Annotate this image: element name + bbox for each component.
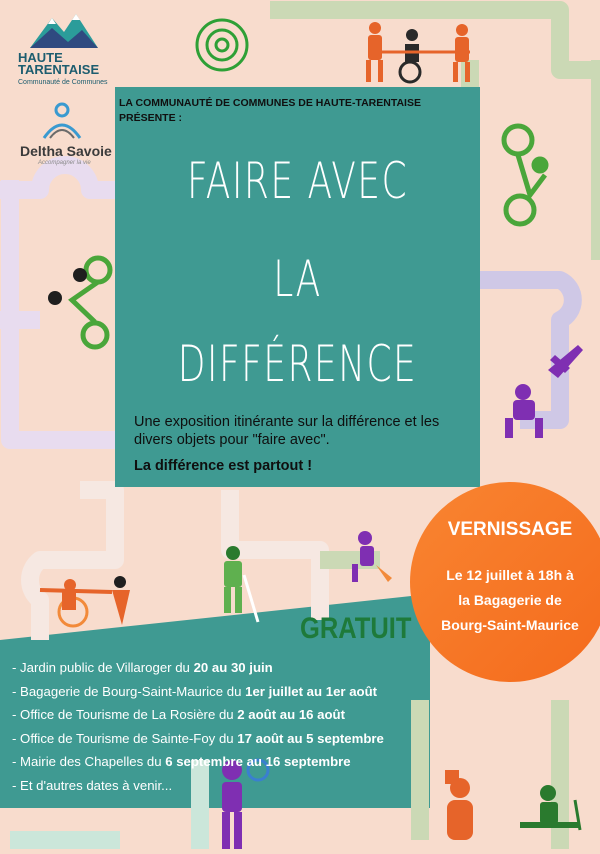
canne-person-icon <box>445 770 473 840</box>
deltha-savoie-logo-icon <box>40 102 84 142</box>
vernissage-line-1: Le 12 juillet à 18h à <box>446 567 574 583</box>
schedule-item-dates: 2 août au 16 août <box>237 707 346 722</box>
vernissage-title: VERNISSAGE <box>447 519 573 540</box>
haute-tarentaise-mountain-icon <box>28 10 100 50</box>
wheelchair-dancers-icon <box>40 576 130 626</box>
schedule-item <box>12 750 432 774</box>
schedule-item-place: - Mairie des Chapelles du <box>12 754 166 769</box>
handbike-icon <box>504 126 546 224</box>
schedule-item-dates: 20 au 30 juin <box>193 660 273 675</box>
elderly-bench-icon <box>520 785 580 830</box>
vernissage-line-2: la Bagagerie de <box>458 592 562 608</box>
presents-header <box>119 96 479 126</box>
gratuit-label: GRATUIT <box>300 612 412 645</box>
schedule-item-place: - Et d'autres dates à venir... <box>12 777 173 793</box>
presents-line-1: LA COMMUNAUTÉ DE COMMUNES DE HAUTE-TARENTAISE <box>119 97 421 109</box>
exhibition-tagline: La différence est partout ! <box>134 458 313 474</box>
schedule-item-dates: 1er juillet au 1er août <box>245 683 378 699</box>
schedule-item-place: - Office de Tourisme de Sainte-Foy du <box>12 730 238 746</box>
hikers-wheelchair-icon <box>366 22 470 82</box>
exhibition-description: Une exposition itinérante sur la différence et les divers objets pour "faire avec". <box>134 414 440 448</box>
title-line-1: FAIRE AVEC <box>186 152 409 210</box>
schedule-item-dates: 17 août au 5 septembre <box>237 730 384 746</box>
schedule-list <box>12 656 432 797</box>
puzzle-piece-bottom-left <box>30 490 115 640</box>
haute-tarentaise-logo-text <box>18 52 99 76</box>
schedule-item-place: - Bagagerie de Bourg-Saint-Maurice du <box>12 683 246 699</box>
logo-line-2: TARENTAISE <box>18 62 100 77</box>
schedule-item-dates: 6 septembre au 16 septembre <box>165 754 351 769</box>
title-line-2: LA <box>273 250 322 308</box>
puzzle-piece-left-vertical <box>10 180 115 440</box>
schedule-item-place: - Jardin public de Villaroger du <box>12 660 194 675</box>
vernissage-line-3: Bourg-Saint-Maurice <box>441 617 579 633</box>
logo-line-1: HAUTE <box>18 50 63 65</box>
schedule-item <box>12 656 432 680</box>
schedule-item-place: - Office de Tourisme de La Rosière du <box>12 707 238 722</box>
head-spiral-icon <box>197 20 247 70</box>
tandem-bike-icon <box>48 258 110 347</box>
puzzle-piece-top-right <box>270 10 600 70</box>
title-line-3: DIFFÉRENCE <box>177 335 418 393</box>
haute-tarentaise-subtitle: Communauté de Communes <box>18 79 108 86</box>
puzzle-piece-bottom-center <box>230 490 320 620</box>
schedule-item <box>12 774 432 798</box>
schedule-item <box>12 703 432 727</box>
deltha-savoie-tagline: Accompagner la vie <box>38 160 91 166</box>
schedule-item <box>12 680 432 704</box>
deltha-savoie-name: Deltha Savoie <box>20 143 112 159</box>
presents-line-2: PRÉSENTE : <box>119 112 183 124</box>
schedule-item <box>12 727 432 751</box>
